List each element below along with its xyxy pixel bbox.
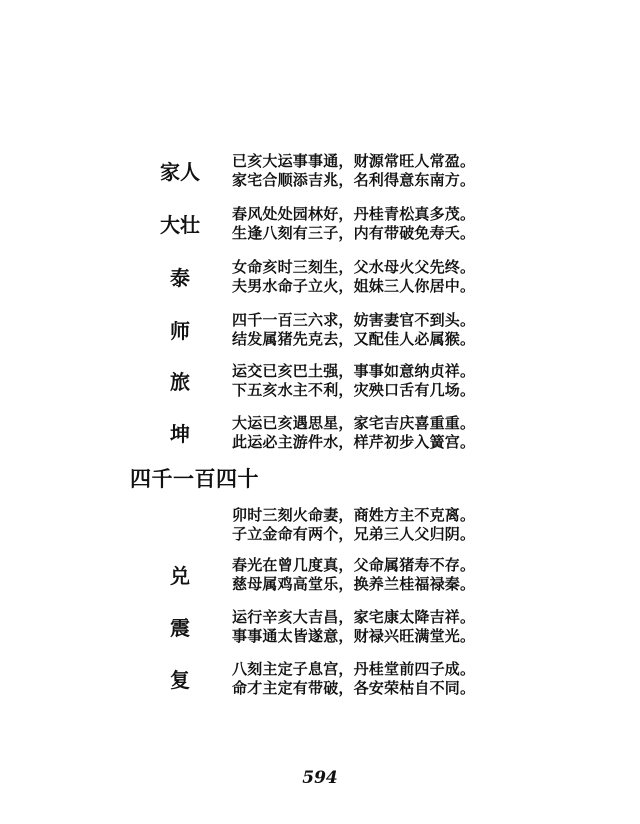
verse-line: 女命亥时三刻生，父水母火父先终。 xyxy=(232,258,476,276)
hexagram-label: 震 xyxy=(170,616,190,640)
verse-line: 子立金命有两个，兄弟三人父归阴。 xyxy=(232,525,476,543)
verse-line: 生逢八刻有三子，内有带破免寿夭。 xyxy=(232,224,476,242)
verse xyxy=(232,258,475,296)
hexagram-label: 旅 xyxy=(170,370,190,394)
entry-lv xyxy=(0,362,640,402)
verse xyxy=(232,152,475,190)
entry-fu xyxy=(0,660,640,700)
verse-line: 事事通太皆遂意，财禄兴旺满堂光。 xyxy=(232,627,476,645)
verse-line: 四千一百三六求，妨害妻官不到头。 xyxy=(232,311,476,329)
verse xyxy=(232,506,475,544)
hexagram-label: 家人 xyxy=(160,160,200,184)
verse xyxy=(232,205,475,243)
entry-unlabeled xyxy=(0,506,640,546)
hexagram-label: 兑 xyxy=(170,564,190,588)
verse xyxy=(232,311,475,349)
verse-line: 大运已亥遇思星，家宅吉庆喜重重。 xyxy=(232,414,476,432)
hexagram-label: 坤 xyxy=(170,422,190,446)
verse-line: 结发属猪先克去，又配佳人必属猴。 xyxy=(232,330,476,348)
page-number: 594 xyxy=(302,768,338,788)
verse-line: 此运必主游件水，样芹初步入簧宫。 xyxy=(232,433,476,451)
entry-shi xyxy=(0,311,640,351)
entry-dazhuang xyxy=(0,205,640,245)
verse xyxy=(232,556,475,594)
verse-line: 春风处处园林好，丹桂青松真多茂。 xyxy=(232,205,476,223)
verse-line: 夫男水命子立火，姐妹三人你居中。 xyxy=(232,277,476,295)
hexagram-label: 泰 xyxy=(170,266,190,290)
verse-line: 下五亥水主不利，灾殃口舌有几场。 xyxy=(232,381,476,399)
section-heading: 四千一百四十 xyxy=(130,466,259,491)
verse-line: 春光在曾几度真，父命属猪寿不存。 xyxy=(232,556,476,574)
verse xyxy=(232,362,475,400)
hexagram-label: 大壮 xyxy=(160,213,200,237)
verse-line: 卯时三刻火命妻，商姓方主不克离。 xyxy=(232,506,476,524)
verse xyxy=(232,414,475,452)
entry-zhen xyxy=(0,608,640,648)
hexagram-label: 复 xyxy=(170,668,190,692)
verse-line: 慈母属鸡高堂乐，换养兰桂福禄秦。 xyxy=(232,575,476,593)
entry-jiaren xyxy=(0,152,640,192)
entry-dui xyxy=(0,556,640,596)
entry-kun xyxy=(0,414,640,454)
verse-line: 运交已亥巴土强，事事如意纳贞祥。 xyxy=(232,362,476,380)
verse-line: 命才主定有带破，各安荣枯自不同。 xyxy=(232,679,476,697)
verse-line: 已亥大运事事通，财源常旺人常盈。 xyxy=(232,152,476,170)
verse-line: 运行辛亥大吉昌，家宅康太降吉祥。 xyxy=(232,608,476,626)
verse-line: 八刻主定子息宫，丹桂堂前四子成。 xyxy=(232,660,476,678)
verse xyxy=(232,660,475,698)
verse-line: 家宅合顺添吉兆，名利得意东南方。 xyxy=(232,171,476,189)
verse xyxy=(232,608,475,646)
entry-tai xyxy=(0,258,640,298)
hexagram-label: 师 xyxy=(170,319,190,343)
